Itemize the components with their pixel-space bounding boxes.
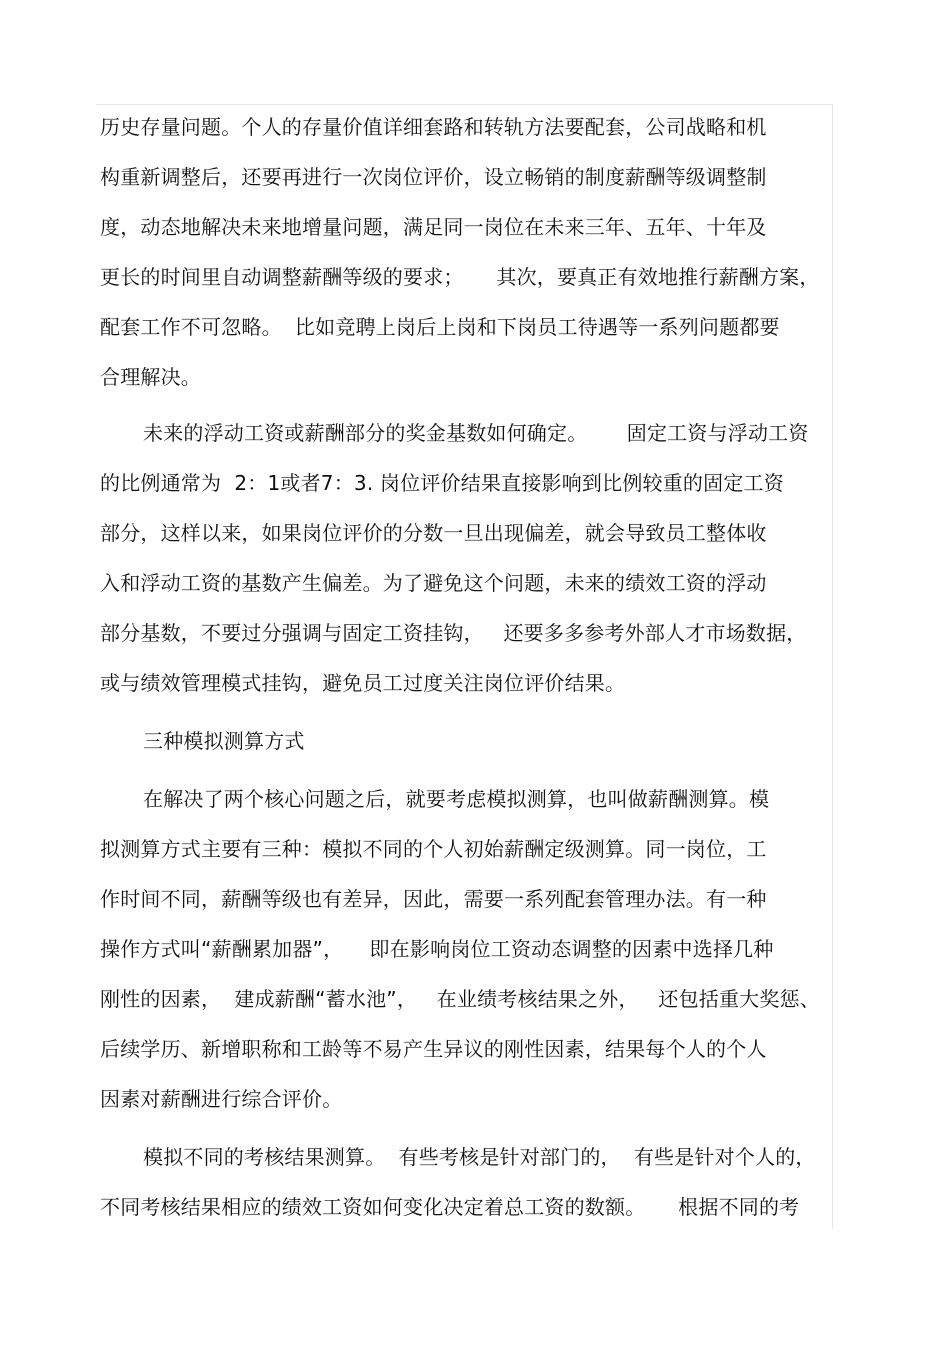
- text-line: 构重新调整后，还要再进行一次岗位评价，设立畅销的制度薪酬等级调整制: [100, 165, 767, 189]
- text-line: 未来的浮动工资或薪酬部分的奖金基数如何确定。 固定工资与浮动工资: [143, 421, 809, 445]
- text-line: 刚性的因素， 建成薪酬“蓄水池”， 在业绩考核结果之外， 还包括重大奖惩、: [100, 987, 820, 1011]
- text-line: 更长的时间里自动调整薪酬等级的要求； 其次，要真正有效地推行薪酬方案，: [100, 265, 820, 289]
- text-line: 合理解决。: [100, 365, 201, 389]
- text-line: 历史存量问题。个人的存量价值详细套路和转轨方法要配套，公司战略和机: [100, 115, 767, 139]
- text-line: 作时间不同，薪酬等级也有差异，因此，需要一系列配套管理办法。有一种: [100, 887, 767, 911]
- text-line: 或与绩效管理模式挂钩，避免员工过度关注岗位评价结果。: [100, 671, 626, 695]
- text-line: 度，动态地解决未来地增量问题，满足同一岗位在未来三年、五年、十年及: [100, 215, 767, 239]
- text-line: 部分基数，不要过分强调与固定工资挂钩， 还要多多参考外部人才市场数据，: [100, 621, 807, 645]
- text-line: 入和浮动工资的基数产生偏差。为了避免这个问题，未来的绩效工资的浮动: [100, 571, 767, 595]
- text-line: 拟测算方式主要有三种：模拟不同的个人初始薪酬定级测算。同一岗位，工: [100, 837, 767, 861]
- text-line: 模拟不同的考核结果测算。 有些考核是针对部门的， 有些是针对个人的，: [143, 1145, 816, 1169]
- text-line: 配套工作不可忽略。 比如竞聘上岗后上岗和下岗员工待遇等一系列问题都要: [100, 315, 780, 339]
- text-line: 在解决了两个核心问题之后，就要考虑模拟测算，也叫做薪酬测算。模: [143, 787, 770, 811]
- text-line: 后续学历、新增职称和工龄等不易产生异议的刚性因素，结果每个人的个人: [100, 1037, 767, 1061]
- text-line: 的比例通常为 2：1或者7：3. 岗位评价结果直接影响到比例较重的固定工资: [100, 471, 784, 495]
- section-heading: 三种模拟测算方式: [143, 729, 305, 753]
- text-line: 部分，这样以来，如果岗位评价的分数一旦出现偏差，就会导致员工整体收: [100, 521, 767, 545]
- text-line: 不同考核结果相应的绩效工资如何变化决定着总工资的数额。 根据不同的考: [100, 1195, 800, 1219]
- text-line: 操作方式叫“薪酬累加器”， 即在影响岗位工资动态调整的因素中选择几种: [100, 937, 774, 961]
- text-line: 因素对薪酬进行综合评价。: [100, 1087, 343, 1111]
